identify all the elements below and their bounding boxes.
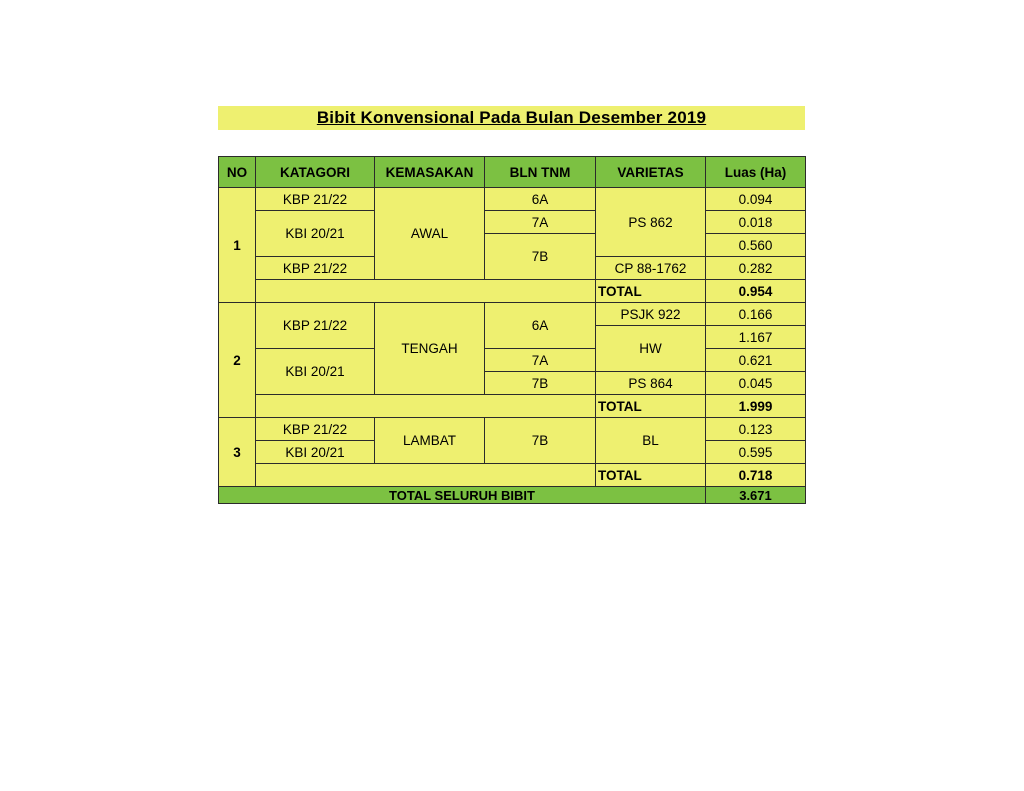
katagori-cell: KBP 21/22	[256, 303, 375, 349]
title-banner	[218, 106, 805, 130]
total-row	[219, 395, 806, 418]
kemasakan-cell: LAMBAT	[375, 418, 485, 464]
table-row	[219, 211, 806, 234]
total-value: 0.718	[706, 464, 806, 487]
total-label: TOTAL	[596, 464, 706, 487]
table-row	[219, 418, 806, 441]
luas-cell: 0.595	[706, 441, 806, 464]
header-kemasakan: KEMASAKAN	[375, 157, 485, 188]
seed-table	[218, 156, 806, 504]
header-varietas: VARIETAS	[596, 157, 706, 188]
total-label: TOTAL	[596, 280, 706, 303]
total-value: 0.954	[706, 280, 806, 303]
total-row	[219, 464, 806, 487]
table-row	[219, 349, 806, 372]
bln-tnm-cell: 7A	[485, 211, 596, 234]
total-label: TOTAL	[596, 395, 706, 418]
total-value: 1.999	[706, 395, 806, 418]
luas-cell: 0.560	[706, 234, 806, 257]
grand-total-value: 3.671	[706, 487, 806, 504]
bln-tnm-cell: 7B	[485, 418, 596, 464]
varietas-cell: PS 864	[596, 372, 706, 395]
group-no: 2	[219, 303, 256, 418]
header-row	[219, 157, 806, 188]
table-row	[219, 188, 806, 211]
katagori-cell: KBP 21/22	[256, 188, 375, 211]
page-title: Bibit Konvensional Pada Bulan Desember 2019	[316, 108, 707, 127]
total-spacer	[256, 464, 596, 487]
bln-tnm-cell: 6A	[485, 188, 596, 211]
luas-cell: 0.094	[706, 188, 806, 211]
header-bln-tnm: BLN TNM	[485, 157, 596, 188]
varietas-cell: PSJK 922	[596, 303, 706, 326]
group-no: 3	[219, 418, 256, 487]
katagori-cell: KBP 21/22	[256, 418, 375, 441]
header-luas: Luas (Ha)	[706, 157, 806, 188]
total-spacer	[256, 280, 596, 303]
katagori-cell: KBI 20/21	[256, 211, 375, 257]
katagori-cell: KBI 20/21	[256, 441, 375, 464]
header-no: NO	[219, 157, 256, 188]
bln-tnm-cell: 7B	[485, 234, 596, 280]
luas-cell: 0.621	[706, 349, 806, 372]
table-row	[219, 303, 806, 326]
katagori-cell: KBI 20/21	[256, 349, 375, 395]
varietas-cell: BL	[596, 418, 706, 464]
grand-total-label: TOTAL SELURUH BIBIT	[219, 487, 706, 504]
luas-cell: 0.018	[706, 211, 806, 234]
header-katagori: KATAGORI	[256, 157, 375, 188]
total-spacer	[256, 395, 596, 418]
luas-cell: 0.282	[706, 257, 806, 280]
bln-tnm-cell: 6A	[485, 303, 596, 349]
luas-cell: 0.166	[706, 303, 806, 326]
total-row	[219, 280, 806, 303]
kemasakan-cell: TENGAH	[375, 303, 485, 395]
luas-cell: 1.167	[706, 326, 806, 349]
bln-tnm-cell: 7B	[485, 372, 596, 395]
varietas-cell: PS 862	[596, 188, 706, 257]
luas-cell: 0.123	[706, 418, 806, 441]
varietas-cell: HW	[596, 326, 706, 372]
katagori-cell: KBP 21/22	[256, 257, 375, 280]
bln-tnm-cell: 7A	[485, 349, 596, 372]
luas-cell: 0.045	[706, 372, 806, 395]
varietas-cell: CP 88-1762	[596, 257, 706, 280]
group-no: 1	[219, 188, 256, 303]
kemasakan-cell: AWAL	[375, 188, 485, 280]
grand-total-row	[219, 487, 806, 504]
